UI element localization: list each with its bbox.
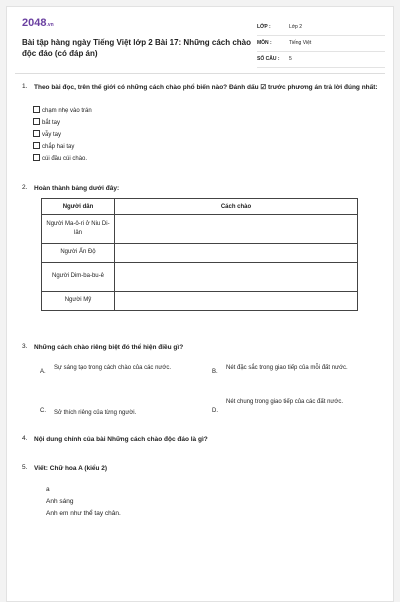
meta-row-count bbox=[257, 53, 385, 68]
option-label: chạm nhẹ vào trán bbox=[42, 108, 92, 114]
question-number: 4. bbox=[22, 435, 28, 442]
logo-number: 2048 bbox=[22, 17, 47, 29]
worksheet-page bbox=[6, 6, 394, 602]
logo-domain: .vn bbox=[46, 22, 54, 28]
writing-lines bbox=[46, 484, 121, 520]
meta-key: LỚP : bbox=[257, 24, 271, 30]
table-row bbox=[42, 263, 358, 292]
q1-options bbox=[33, 105, 92, 165]
checkbox-icon[interactable] bbox=[33, 154, 40, 161]
question-text: Nội dung chính của bài Những cách chào độc đáo là gì? bbox=[34, 436, 208, 443]
table-row bbox=[42, 244, 358, 263]
meta-value: 5 bbox=[289, 56, 292, 62]
choice-letter: B. bbox=[212, 369, 218, 375]
checkbox-icon[interactable] bbox=[33, 142, 40, 149]
table-cell-people: Người Ấn Độ bbox=[42, 244, 115, 263]
checkbox-option[interactable] bbox=[33, 153, 92, 165]
site-logo[interactable] bbox=[22, 17, 54, 29]
table-cell-answer[interactable] bbox=[115, 263, 358, 292]
question-number: 5. bbox=[22, 464, 28, 471]
choice-text: Sự sáng tạo trong cách chào của các nước. bbox=[54, 365, 172, 371]
table-cell-people: Người Dim-ba-bu-ê bbox=[42, 263, 115, 292]
checkbox-icon[interactable] bbox=[33, 130, 40, 137]
choice-text: Sở thích riêng của từng người. bbox=[54, 410, 137, 416]
question-number: 3. bbox=[22, 343, 28, 350]
writing-line: a bbox=[46, 486, 50, 493]
table-header: Người dân bbox=[42, 199, 115, 215]
choice-text: Nét đặc sắc trong giao tiếp của mỗi đất nước. bbox=[226, 365, 348, 371]
writing-line: Anh em như thể tay chân. bbox=[46, 510, 121, 517]
table-cell-people: Người Mỹ bbox=[42, 292, 115, 311]
table-header: Cách chào bbox=[115, 199, 358, 215]
option-label: vẫy tay bbox=[42, 132, 62, 138]
checkbox-icon[interactable] bbox=[33, 106, 40, 113]
checkbox-option[interactable] bbox=[33, 129, 92, 141]
option-label: bắt tay bbox=[42, 120, 61, 126]
question-text: Hoàn thành bảng dưới đây: bbox=[34, 185, 120, 192]
table-cell-answer[interactable] bbox=[115, 292, 358, 311]
choice-text: Nét chung trong giao tiếp của các đất nước. bbox=[226, 399, 344, 405]
meta-row-class bbox=[257, 21, 385, 36]
meta-value: Tiếng Việt bbox=[289, 40, 312, 46]
checkbox-option[interactable] bbox=[33, 105, 92, 117]
choice-letter: C. bbox=[40, 408, 46, 414]
table-row bbox=[42, 215, 358, 244]
table-cell-answer[interactable] bbox=[115, 244, 358, 263]
option-label: chắp hai tay bbox=[42, 144, 75, 150]
table-cell-people: Người Ma-ô-ri ở Niu Di-lân bbox=[42, 215, 115, 244]
question-text: Theo bài đọc, trên thế giới có những cách chào phổ biến nào? Đánh dấu ☑ trước phương án trả lời đúng nhất: bbox=[34, 84, 378, 91]
meta-info bbox=[257, 21, 385, 69]
question-text: Những cách chào riêng biệt đó thể hiện điều gì? bbox=[34, 344, 184, 351]
meta-key: MÔN : bbox=[257, 40, 272, 46]
meta-value: Lớp 2 bbox=[289, 24, 303, 30]
checkbox-icon[interactable] bbox=[33, 118, 40, 125]
worksheet-title: Bài tập hàng ngày Tiếng Việt lớp 2 Bài 17: Những cách chào độc đáo (có đáp án) bbox=[22, 38, 252, 58]
question-text: Viết: Chữ hoa A (kiểu 2) bbox=[34, 465, 108, 472]
answer-table bbox=[41, 198, 358, 311]
header-divider bbox=[15, 73, 385, 74]
meta-key: SỐ CÂU : bbox=[257, 56, 280, 62]
meta-row-subject bbox=[257, 37, 385, 52]
writing-line: Anh sáng bbox=[46, 498, 74, 505]
question-number: 2. bbox=[22, 184, 28, 191]
choice-letter: A. bbox=[40, 369, 46, 375]
question-number: 1. bbox=[22, 83, 28, 90]
table-cell-answer[interactable] bbox=[115, 215, 358, 244]
table-row bbox=[42, 292, 358, 311]
checkbox-option[interactable] bbox=[33, 141, 92, 153]
checkbox-option[interactable] bbox=[33, 117, 92, 129]
option-label: cúi đầu cúi chào. bbox=[42, 156, 88, 162]
choice-letter: D. bbox=[212, 408, 218, 414]
